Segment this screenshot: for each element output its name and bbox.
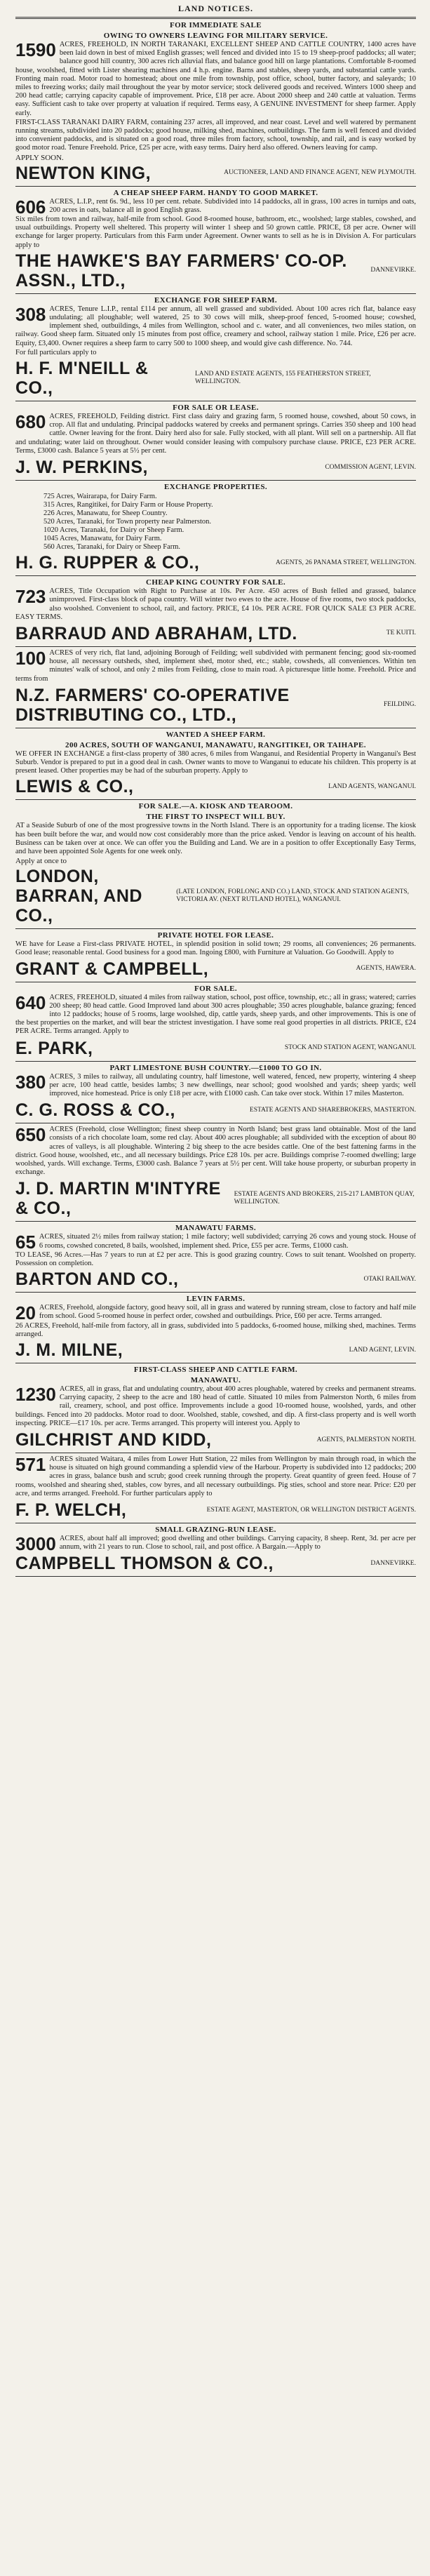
agent-address: AGENTS, 26 PANAMA STREET, WELLINGTON. — [276, 559, 416, 566]
list-item: 226 Acres, Manawatu, for Sheep Country. — [43, 509, 168, 518]
ad-body-text: WE OFFER IN EXCHANGE a first-class property of 380 acres, 6 miles from Wanganui, and Residential Property in Wanganui's Best Suburb. Vendor is prepared to put in a good deal in cash. Owner wants to move to Wanganui to educate his children. This property is at present leased. Other properties may be had of the suburban property. Apply to — [15, 749, 416, 775]
ad-body-text: ACRES situated Waitara, 4 miles from Lower Hutt Station, 22 miles from Wellington by main through road, in which the house is situated on high ground commanding a splendid view of the Harbour. Property is subdivided into 12 paddocks; 200 acres in grass, balance bush and scrub; good creek running through the property. Great quantity of green feed. House of 7 rooms, woolshed and shearing shed, stables, cow byres, and all necessary outbuildings. Pig sties, school and store near. Price: £20 per acre, and terms arranged. Freehold. For further particulars apply to — [15, 1455, 416, 1497]
agent-name: F. P. WELCH, — [15, 1500, 127, 1521]
ad-body-text: ACRES, Title Occupation with Right to Purchase at 10s. Per Acre. 450 acres of Bush felled and grassed, balance unimproved. First-class block of papa country. Will winter two ewes to the acre. House of five rooms, two stock paddocks, also woolshed. Convenient to school, rail, and factory. PRICE, £4 10s. PER ACRE. FOR QUICK SALE £3 PER ACRE. EASY TERMS. — [15, 587, 416, 621]
ad-body-secondary: FIRST-CLASS TARANAKI DAIRY FARM, containing 237 acres, all improved, and near coast. Level and well watered by permanent running streams, subdivided into 20 paddocks; good house, milking shed, machines, outbuildings. The farm is well fenced and divided into convenient paddocks, and is situated on a good road, three miles from factory, school, township, and rail, and is easy worked by good motor road. Tenure Freehold. Price, £25 per acre, with easy terms. Dairy herd also offered. Owners leaving for camp. — [15, 118, 416, 152]
advertisement — [15, 1366, 416, 1450]
ad-body-text: ACRES, Freehold, alongside factory, good heavy soil, all in grass and watered by running stream, close to factory and half mile from school. Good 5-roomed house in perfect order, cowshed and outbuildings. Price, £60 per acre. Terms arranged. — [39, 1304, 416, 1321]
ad-divider — [15, 1576, 416, 1577]
ad-agent-row — [15, 553, 416, 573]
agent-address: AGENTS, HAWERA. — [356, 965, 416, 973]
agent-name: N.Z. FARMERS' CO-OPERATIVE DISTRIBUTING CO., LTD., — [15, 685, 290, 725]
ad-agent-row — [15, 624, 416, 643]
list-item: 520 Acres, Taranaki, for Town property near Palmerston. — [43, 518, 211, 526]
ad-divider — [15, 575, 416, 576]
ad-lead-number: 571 — [15, 1454, 46, 1476]
ad-agent-row — [15, 1500, 416, 1520]
agent-address: ESTATE AGENT, MASTERTON, OR WELLINGTON DISTRICT AGENTS. — [206, 1506, 416, 1514]
ad-body — [15, 1302, 416, 1324]
ad-heading: MANAWATU FARMS. — [175, 1224, 256, 1233]
advertisement — [15, 1064, 416, 1121]
ad-body — [15, 1455, 416, 1498]
advertisement — [15, 931, 416, 978]
ad-agent-row — [15, 867, 416, 926]
advertisement — [15, 730, 416, 797]
ad-body-text: AT a Seaside Suburb of one of the most progressive towns in the North Island. There is an opportunity for a trading license. The kiosk has been built before the war, and would now cost considerably more than the price asked. Vendor is leaving on account of his health. Business can be taken over at once. We can offer you the Building and Land. We are in a position to offer Exceptionally Easy Terms, and have been appointed Sole Agents for one week only. — [15, 822, 416, 855]
ad-divider — [15, 646, 416, 647]
ad-heading: LEVIN FARMS. — [186, 1295, 246, 1304]
agent-name: CAMPBELL THOMSON & CO., — [15, 1554, 274, 1574]
agent-address: LAND AGENT, LEVIN. — [349, 1346, 416, 1354]
list-item: 725 Acres, Wairarapa, for Dairy Farm. — [43, 493, 157, 501]
ad-body — [15, 587, 416, 622]
ad-body-text: WE have for Lease a First-class PRIVATE HOTEL, in splendid position in solid town; 29 rooms, all conveniences; 26 permanents. Good lease; reasonable rental. Good business for a good man. Ingoing £800, with Furniture at Valuation. Go Goodwill. Apply to — [15, 940, 416, 957]
ad-lead-number: 723 — [15, 586, 46, 608]
ad-divider — [15, 928, 416, 929]
agent-name: C. G. ROSS & CO., — [15, 1100, 175, 1121]
agent-address: OTAKI RAILWAY. — [363, 1275, 416, 1283]
ad-lead-number: 20 — [15, 1302, 36, 1324]
ad-body — [15, 649, 416, 683]
agent-name: NEWTON KING, — [15, 163, 152, 183]
ad-agent-row — [15, 1100, 416, 1120]
ad-agent-row — [15, 1269, 416, 1289]
list-item: 1045 Acres, Manawatu, for Dairy Farm. — [43, 535, 162, 543]
agent-address: COMMISSION AGENT, LEVIN. — [325, 463, 416, 471]
ad-body-text: ACRES, FREEHOLD, IN NORTH TARANAKI, EXCELLENT SHEEP AND CATTLE COUNTRY, 1400 acres have been laid down in best of mixed English grasses; well fenced and divided into 15 to 19 sheep-proof paddocks; all water; balance good hill country, 300 acres rich alluvial flats, and balance good hill on large plantations. Comfortable 8-roomed house, woolshed, fitted with Lister shearing machines and 4 h.p. engine. Barns and stables, sheep yards, and substantial cattle yards. Fronting main road. Motor road to homestead; about one mile from township, post office, school, butter factory, and saleyards; 10 miles to freezing works; daily mail throughout the year by motor service; stock delivered goods and received. Winters 1000 sheep and 200 head cattle; carrying capacity capable of improvement. Price, £18 per acre. About 2000 sheep and 240 cattle at valuation. Terms easy. Sufficient cash to take over property at valuation if required. Terms easy, A GENUINE INVESTMENT for sheep farmer. Apply early. — [15, 41, 416, 117]
agent-name: J. D. MARTIN M'INTYRE & CO., — [15, 1179, 221, 1219]
ad-subheading: MANAWATU. — [190, 1376, 241, 1385]
ad-body — [15, 1533, 416, 1555]
ad-body-secondary: For full particulars apply to — [15, 348, 97, 356]
ad-lead-number: 380 — [15, 1071, 46, 1093]
ad-agent-row — [15, 359, 416, 398]
ad-lead-number: 3000 — [15, 1533, 56, 1555]
ad-agent-row — [15, 1340, 416, 1360]
ad-subheading: 200 ACRES, SOUTH OF WANGANUI, MANAWATU, RANGITIKEI, OR TAIHAPE. — [65, 740, 366, 749]
ad-lead-number: 100 — [15, 647, 46, 669]
advertisement — [15, 1224, 416, 1289]
ad-agent-row — [15, 777, 416, 796]
agent-address: ESTATE AGENTS AND BROKERS, 215-217 LAMBTON QUAY, WELLINGTON. — [234, 1191, 415, 1206]
agent-address: TE KUITI. — [386, 629, 416, 637]
agent-address: STOCK AND STATION AGENT, WANGANUI. — [284, 1044, 416, 1052]
ad-agent-row — [15, 251, 416, 291]
ad-body-text: ACRES, about half all improved; good dwelling and other buildings. Carrying capacity, 8 sheep. Rent, 3d. per acre per annum, with 21 years to run. Close to school, rail, and post office. A Bargain.—Apply to — [59, 1535, 416, 1551]
ad-heading: SMALL GRAZING-RUN LEASE. — [155, 1526, 276, 1535]
ads-column — [15, 21, 416, 1577]
ad-body — [15, 750, 416, 776]
page-title: LAND NOTICES. — [177, 4, 254, 13]
agent-address: FEILDING. — [383, 701, 416, 709]
ad-agent-row — [15, 959, 416, 979]
agent-address: (LATE LONDON, FORLONG AND CO.) LAND, STOCK AND STATION AGENTS, VICTORIA AV. (NEXT RUTLAND HOTEL), WANGANUI. — [176, 888, 410, 904]
agent-name: LONDON, BARRAN, AND CO., — [15, 867, 142, 926]
ad-body-text: ACRES, situated 2½ miles from railway station; 1 mile factory; well subdivided; carrying 26 cows and young stock. House of 6 rooms, cowshed concreted, 8 bails, woolshed, implement shed. Price, £55 per acre. Terms, £1000 cash. — [39, 1233, 416, 1250]
ad-heading: FOR IMMEDIATE SALE — [169, 21, 262, 29]
ad-divider — [15, 480, 416, 481]
advertisement — [15, 21, 416, 183]
advertisement — [15, 649, 416, 725]
agent-name: THE HAWKE'S BAY FARMERS' CO-OP. ASSN., LTD., — [15, 251, 347, 291]
ad-heading: FOR SALE OR LEASE. — [173, 403, 259, 413]
agent-name: H. G. RUPPER & CO., — [15, 553, 200, 573]
agent-address: LAND AND ESTATE AGENTS, 155 FEATHERSTON STREET, WELLINGTON. — [194, 371, 371, 386]
ad-body-text: ACRES, Tenure L.I.P., rental £114 per annum, all well grassed and subdivided. About 100 acres rich flat, balance easy undulating; all ploughable; well watered, 25 to 30 cows will milk, sheep-proof fenced, 5-roomed house; cowshed, implement shed, outbuildings, 4 miles from Wellington, school and c. water, and all conveniences, two miles station, on railway. Good sheep farm. Situated only 15 minutes from post office, creamery and school, railway station 1 mile. Price, £26 per acre. Equity, £3,400. Owner requires a sheep farm to carry 500 to 1000 sheep, and would give cash difference. No. 744. — [15, 305, 416, 347]
ad-body-text: ACRES of very rich, flat land, adjoining Borough of Feilding; well subdivided with permanent fencing; good six-roomed house, all necessary outsheds, shed, implement shed, motor shed, etc.; stable, cowsheds, all conveniences. Within ten minutes' walk of school, and only 2 miles from Feilding, close to main road. A picturesque little home. Freehold. Price and terms from — [15, 648, 416, 683]
ad-body — [15, 41, 416, 118]
ad-heading: A CHEAP SHEEP FARM. HANDY TO GOOD MARKET. — [113, 188, 318, 197]
ad-lead-number: 308 — [15, 303, 46, 325]
ad-body-text: ACRES, L.I.P., rent 6s. 9d., less 10 per cent. rebate. Subdivided into 14 paddocks, all in grass, 100 acres in turnips and oats, 200 acres in oats, balance all in good English grass. — [49, 197, 416, 214]
ad-body — [15, 413, 416, 455]
ad-divider — [15, 1061, 416, 1062]
ad-heading: FIRST-CLASS SHEEP AND CATTLE FARM. — [133, 1366, 298, 1375]
agent-address: LAND AGENTS, WANGANUI. — [328, 782, 416, 790]
ad-lead-number: 65 — [15, 1232, 36, 1253]
ad-subheading: OWING TO OWNERS LEAVING FOR MILITARY SERVICE. — [103, 32, 328, 40]
ad-body — [15, 196, 416, 218]
agent-address: DANNEVIRKE. — [370, 267, 416, 274]
ad-body-secondary: TO LEASE, 96 Acres.—Has 7 years to run at £2 per acre. This is good grazing country. Cows to suit tenant. Woolshed on property. Possession on completion. — [15, 1250, 416, 1267]
ad-body-text: ACRES (Freehold, close Wellington; finest sheep country in North Island; best grass land obtainable. Most of the land consists of a rich chocolate loam, some red clay. About 400 acres ploughable; all subdivided with the exception of about 80 acres of valleys, is all ploughable. Wintering 2 big sheep to the acre besides cattle. One of the best fattening farms in the district. Good house, woolshed, etc., and all necessary buildings. Price £28 10s. per acre. Buildings comprise 7-roomed dwelling; large woolshed, yards. Will exchange. Terms, £3000 cash. Balance 7 years at 5½ per cent. Will take house property, or suburban property in exchange. — [15, 1126, 416, 1177]
advertisement — [15, 985, 416, 1058]
agent-address: DANNEVIRKE. — [370, 1559, 416, 1567]
ad-body — [15, 1073, 416, 1099]
ad-heading: WANTED A SHEEP FARM. — [166, 730, 266, 739]
list-item: 315 Acres, Rangitikei, for Dairy Farm or House Property. — [43, 501, 213, 509]
advertisement — [15, 1295, 416, 1360]
ad-body-text: ACRES, all in grass, flat and undulating country, about 400 acres ploughable, watered by creeks and permanent streams. Carrying capacity, 2 sheep to the acre and 180 head of cattle. Situated 10 miles from Palmerston North, 6 miles from rail, creamery, school, and post office. Improvements include a good 10-roomed house, woolshed, yards, and other buildings. Fenced into 20 paddocks. Motor road to door. Woolshed, stable, cowshed, and dip. A first-class property and is well worth inspecting. PRICE—£17 10s. per acre. Terms arranged. This property will interest you. Apply to — [15, 1385, 416, 1427]
ad-heading: FOR SALE.—A. KIOSK AND TEAROOM. — [138, 802, 293, 811]
agent-name: BARTON AND CO., — [15, 1269, 179, 1290]
advertisement — [15, 802, 416, 926]
ad-agent-row — [15, 1039, 416, 1058]
ad-agent-row — [15, 163, 416, 183]
ad-body — [15, 1385, 416, 1428]
ad-body-text: ACRES, FREEHOLD, Feilding district. First class dairy and grazing farm, 5 roomed house, cowshed, about 50 cows, in crop. All flat and undulating. Principal paddocks watered by creeks and permanent springs. Carries 350 sheep and 100 head cattle. Owner leaving for the front. Dairy herd also for sale. Fully stocked, with all plant. Will sell on a partnership. All flat and undulating; water laid on throughout. Owner would consider leasing with compulsory purchase clause. PRICE, £23 PER ACRE. Terms, £3000 cash. Balance 5 years at 5½ per cent. — [15, 413, 416, 455]
ad-body-text: ACRES, FREEHOLD, situated 4 miles from railway station, school, post office, township, etc.; all in grass; watered; carries 200 sheep; 80 head cattle. Good Improved land about 300 acres ploughable; 350 acres ploughable, balance grazing; fenced into 12 paddocks; house of 5 rooms, large woolshed, dip, cattle yards, sheep yards, and other improvements. This is one of the best properties on the market, and will bear the strictest investigation. I have some real good properties in all districts. PRICE, £24 PER ACRE. Terms arranged. Apply to — [15, 993, 416, 1036]
agent-name: J. W. PERKINS, — [15, 458, 148, 478]
ad-divider — [15, 1221, 416, 1222]
ad-body-secondary: Six miles from town and railway, half-mile from school. Good 8-roomed house, bathroom, etc., woolshed; large stables, cowshed, and usual outbuildings. Property well sheltered. This property will winter 1 sheep and 50 grown cattle. PRICE, £8 per acre. Owner will exchange for larger property. Particulars from this Farm under Agreement. Owner wants to sell as he is in Division A. For particulars apply to — [15, 215, 416, 249]
ad-subheading: THE FIRST TO INSPECT WILL BUY. — [146, 813, 285, 822]
list-item: 1020 Acres, Taranaki, for Dairy or Sheep Farm. — [43, 526, 184, 535]
advertisement — [15, 403, 416, 477]
agent-name: H. F. M'NEILL & CO., — [15, 359, 149, 399]
ad-agent-row — [15, 686, 416, 725]
title-rule — [15, 17, 416, 19]
ad-heading: CHEAP KING COUNTRY FOR SALE. — [146, 578, 285, 587]
ad-lead-number: 640 — [15, 992, 46, 1013]
ad-body — [15, 1126, 416, 1177]
ad-body — [15, 994, 416, 1036]
ad-lead-number: 1230 — [15, 1384, 56, 1406]
ad-agent-row — [15, 1554, 416, 1573]
ad-body — [15, 940, 416, 957]
agent-name: J. M. MILNE, — [15, 1340, 123, 1361]
advertisement — [15, 296, 416, 398]
agent-name: BARRAUD AND ABRAHAM, LTD. — [15, 623, 297, 643]
ad-heading: PART LIMESTONE BUSH COUNTRY.—£1000 TO GO IN. — [109, 1063, 322, 1072]
agent-address: AGENTS, PALMERSTON NORTH. — [316, 1436, 416, 1443]
ad-body-secondary: 26 ACRES, Freehold, half-mile from factory, all in grass, subdivided into 5 paddocks, 6-roomed house, milking shed, machines. Terms arranged. — [15, 1321, 416, 1338]
ad-divider — [15, 1292, 416, 1293]
ad-heading: EXCHANGE FOR SHEEP FARM. — [154, 295, 277, 305]
agent-name: GILCHRIST AND KIDD, — [15, 1430, 212, 1450]
ad-lead-number: 606 — [15, 196, 46, 218]
advertisement — [15, 1455, 416, 1520]
agent-name: E. PARK, — [15, 1038, 93, 1058]
ad-apply-line: Apply at once to — [15, 857, 67, 866]
advertisement — [15, 483, 416, 573]
ad-apply-line: APPLY SOON. — [15, 153, 64, 162]
ad-agent-row — [15, 1179, 416, 1218]
ad-body — [15, 1232, 416, 1253]
ad-body — [15, 305, 416, 348]
advertisement — [15, 1526, 416, 1573]
ad-lead-number: 680 — [15, 411, 46, 433]
agent-name: GRANT & CAMPBELL, — [15, 959, 209, 979]
ad-lead-number: 650 — [15, 1124, 46, 1146]
agent-address: AUCTIONEER, LAND AND FINANCE AGENT, NEW PLYMOUTH. — [224, 169, 416, 177]
advertisement — [15, 1126, 416, 1218]
list-item: 560 Acres, Taranaki, for Dairy or Sheep Farm. — [43, 543, 181, 552]
ad-divider — [15, 293, 416, 294]
ad-divider — [15, 186, 416, 187]
ad-lead-number: 1590 — [15, 39, 56, 60]
ad-heading: EXCHANGE PROPERTIES. — [164, 483, 267, 492]
ad-body-text: ACRES, 3 miles to railway, all undulating country, half limestone, well watered, fenced, new property, wintering 4 sheep per acre, 100 head cattle, besides lambs; 3 new dwellings, near school; good woolshed and yards; sheep yards; well improved, nice homestead. Price is only £18 per acre, with £1000 cash. Can take over stock. Within 17 miles Masterton. — [49, 1072, 416, 1097]
agent-name: LEWIS & CO., — [15, 777, 134, 797]
ad-heading: PRIVATE HOTEL FOR LEASE. — [157, 931, 274, 940]
ad-body — [15, 822, 416, 856]
ad-heading: FOR SALE. — [194, 984, 238, 993]
ad-agent-row — [15, 458, 416, 477]
farm-list — [43, 493, 416, 552]
ad-agent-row — [15, 1430, 416, 1450]
advertisement — [15, 578, 416, 643]
agent-address: ESTATE AGENTS AND SHAREBROKERS, MASTERTON. — [249, 1106, 416, 1114]
advertisement — [15, 189, 416, 291]
ad-divider — [15, 799, 416, 800]
